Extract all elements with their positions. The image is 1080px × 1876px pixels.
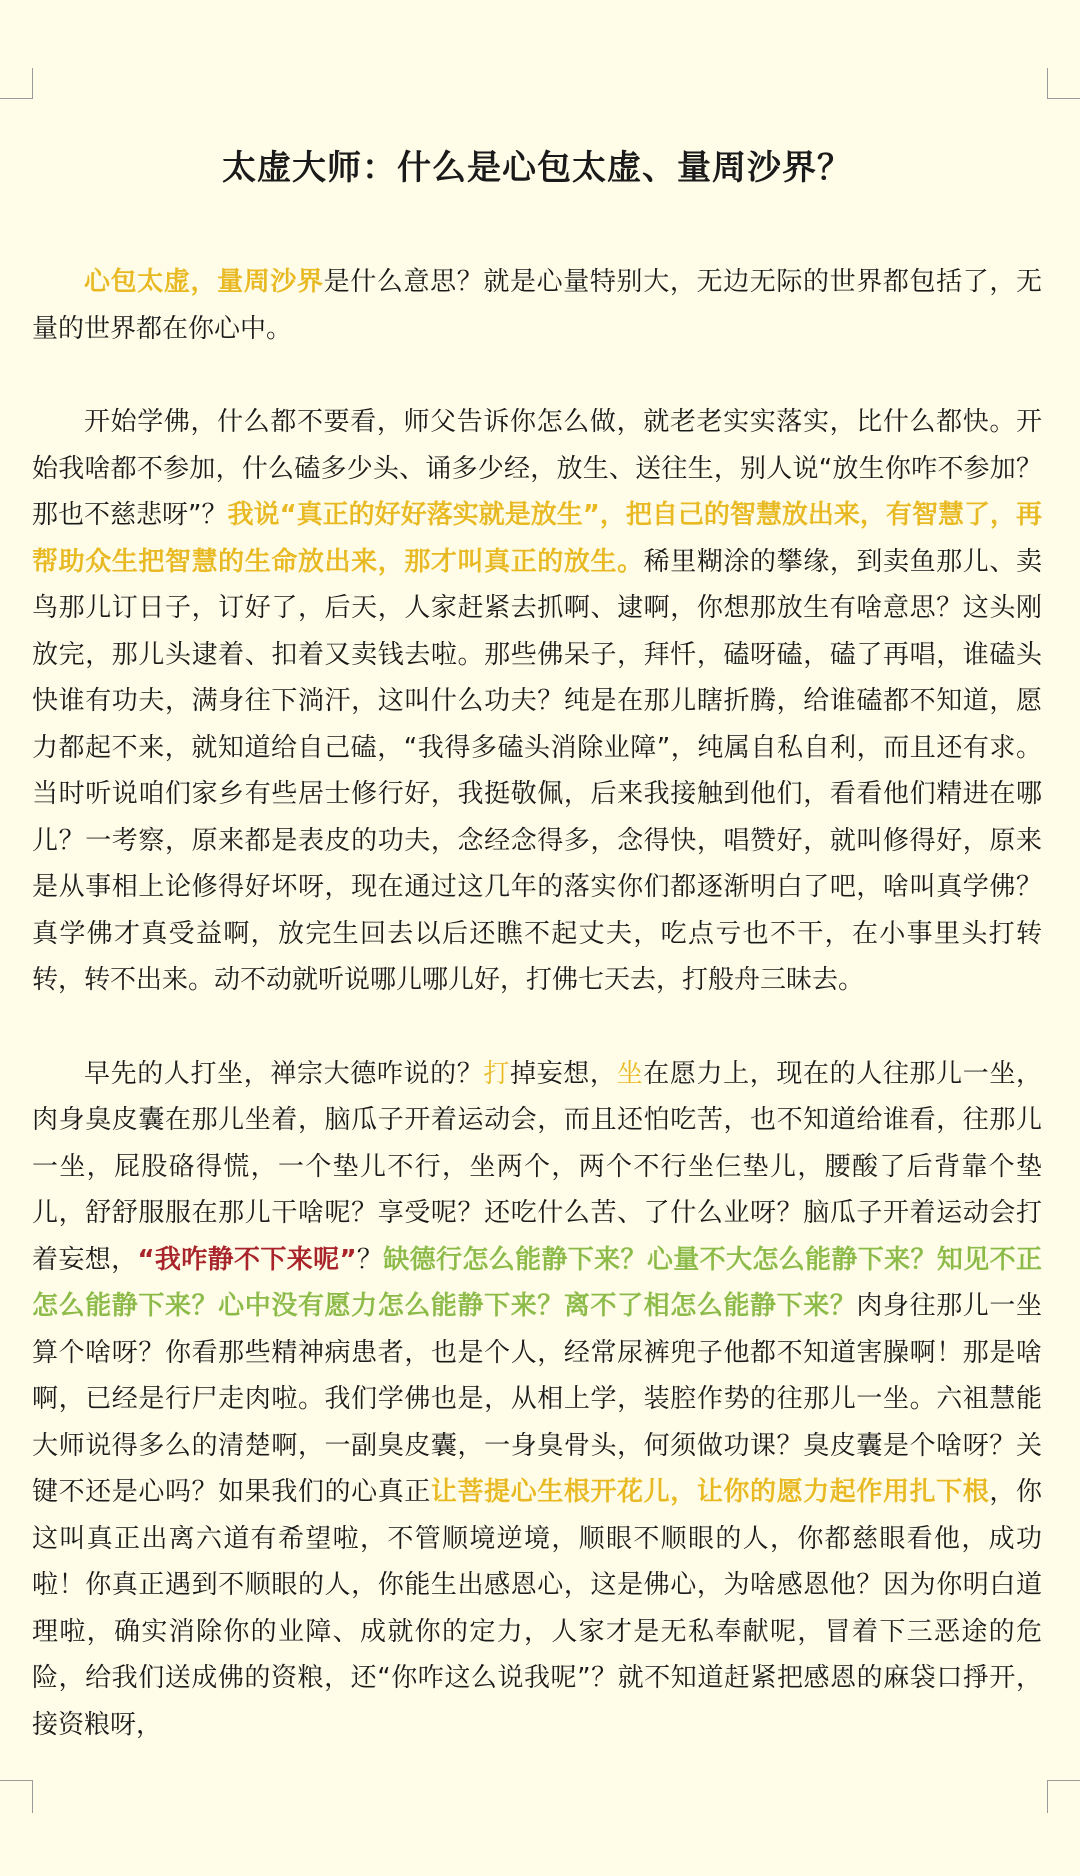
paragraph-3-segment-2: 打 <box>483 1058 511 1089</box>
paragraph-3-segment-3: 掉妄想， <box>510 1058 617 1089</box>
paragraph-3-segment-10: 让菩提心生根开花儿，让你的愿力起作用扎下根 <box>430 1477 990 1507</box>
paragraph-3-segment-8: 缺德行怎么能静下来？心量不大怎么能静下来？知见不正怎么能静下来？心中没有愿力怎么能静下来？离不了相怎么能静下来？ <box>32 1244 1042 1321</box>
crop-mark-top-left <box>0 68 33 99</box>
crop-mark-bottom-left <box>0 1780 33 1813</box>
paragraph-2-segment-1: 开始学佛，什么都不要看，师父告诉你怎么做，就老老实实落实，比什么都快。开始我啥都不参加，什么磕多少头、诵多少经，放生、送往生，别人说“放生你咋不参加？那也不慈悲呀”？ <box>32 407 1042 530</box>
crop-mark-bottom-right <box>1047 1780 1080 1813</box>
document-title: 太虚大师：什么是心包太虚、量周沙界？ <box>222 148 852 188</box>
paragraph-1-segment-1: 心包太虚，量周沙界 <box>84 267 324 297</box>
paragraph-1 <box>32 259 1042 352</box>
crop-mark-top-right <box>1047 68 1080 99</box>
paragraph-2 <box>32 399 1042 1004</box>
document-page <box>32 140 1042 1795</box>
paragraph-3-segment-4: 坐 <box>616 1058 644 1089</box>
paragraph-3 <box>32 1051 1042 1749</box>
paragraph-3-segment-1: 早先的人打坐，禅宗大德咋说的？ <box>84 1058 484 1089</box>
paragraph-3-segment-5: 在愿力上，现在的人往那儿一坐，肉身臭皮囊在那儿坐着，脑瓜子开着运动会，而且还怕吃苦，也不知道给谁看，往那儿一坐，屁股硌得慌，一个垫儿不行，坐两个，两个不行坐仨垫儿，腰酸了后背靠个垫儿，舒舒服服在那儿干啥呢？享受呢？还吃什么苦、了什么业呀？脑瓜子开着运动会打着妄想， <box>32 1058 1042 1275</box>
paragraph-3-segment-7: ？ <box>356 1244 384 1275</box>
paragraph-1-segment-2: 是什么意思？就是心量特别大，无边无际的世界都包括了，无量的世界都在你心中。 <box>32 267 1042 344</box>
paragraph-2-segment-3: 稀里糊涂的攀缘，到卖鱼那儿、卖鸟那儿订日子，订好了，后天，人家赶紧去抓啊、逮啊，你想那放生有啥意思？这头刚放完，那儿头逮着、扣着又卖钱去啦。那些佛呆子，拜忏，磕呀磕，磕了再唱，谁磕头快谁有功夫，满身往下淌汗，这叫什么功夫？纯是在那儿瞎折腾，给谁磕都不知道，愿力都起不来，就知道给自己磕，“我得多磕头消除业障”，纯属自私自利，而且还有求。当时听说咱们家乡有些居士修行好，我挺敬佩，后来我接触到他们，看看他们精进在哪儿？一考察，原来都是表皮的功夫，念经念得多，念得快，唱赞好，就叫修得好，原来是从事相上论修得好坏呀，现在通过这几年的落实你们都逐渐明白了吧，啥叫真学佛？真学佛才真受益啊，放完生回去以后还瞧不起丈夫，吃点亏也不干，在小事里头打转转，转不出来。动不动就听说哪儿哪儿好，打佛七天去，打般舟三昧去。 <box>32 546 1042 995</box>
paragraph-3-segment-9: 肉身往那儿一坐算个啥呀？你看那些精神病患者，也是个人，经常尿裤兜子他都不知道害臊啊！那是啥啊，已经是行尸走肉啦。我们学佛也是，从相上学，装腔作势的往那儿一坐。六祖慧能大师说得多么的清楚啊，一副臭皮囊，一身臭骨头，何须做功课？臭皮囊是个啥呀？关键不还是心吗？如果我们的心真正 <box>32 1291 1042 1507</box>
paragraph-3-segment-6: “我咋静不下来呢” <box>137 1244 357 1275</box>
paragraph-3-segment-11: ，你这叫真正出离六道有希望啦，不管顺境逆境，顺眼不顺眼的人，你都慈眼看他，成功啦！你真正遇到不顺眼的人，你能生出感恩心，这是佛心，为啥感恩他？因为你明白道理啦，确实消除你的业障、成就你的定力，人家才是无私奉献呢，冒着下三恶途的危险，给我们送成佛的资粮，还“你咋这么说我呢”？就不知道赶紧把感恩的麻袋口掙开，接资粮呀， <box>32 1477 1042 1740</box>
paragraph-2-segment-2: 我说“真正的好好落实就是放生”，把自己的智慧放出来，有智慧了，再帮助众生把智慧的生命放出来，那才叫真正的放生。 <box>32 500 1042 577</box>
